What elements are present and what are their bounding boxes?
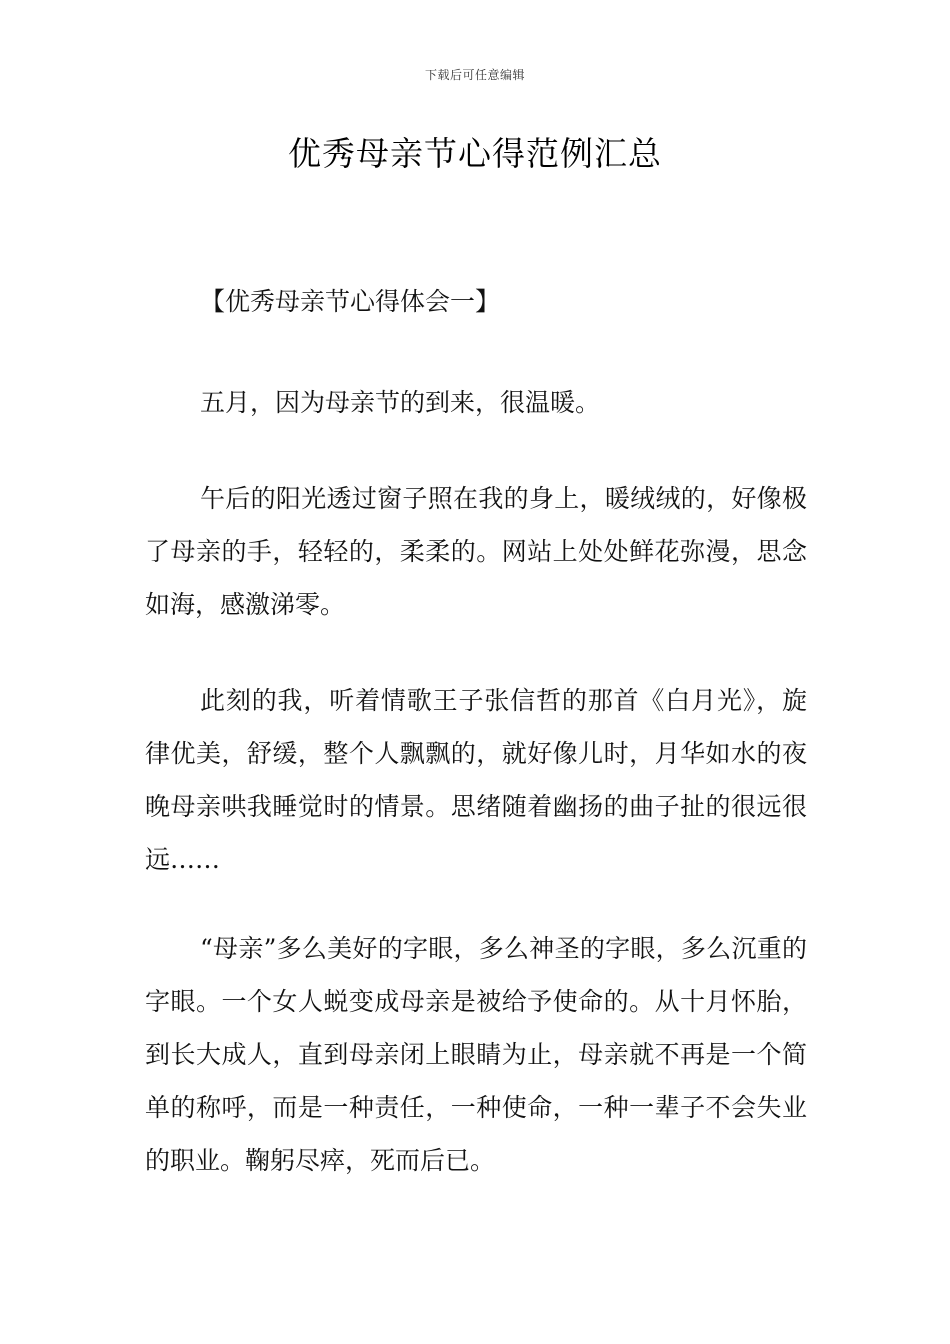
paragraph-4	[145, 922, 807, 1187]
paragraph-text: 五月，因为母亲节的到来，很温暖。	[200, 388, 601, 417]
paragraph-text: 午后的阳光透过窗子照在我的身上，暖绒绒的，好像极了母亲的手，轻轻的，柔柔的。网站上处处鲜花弥漫，思念如海，感激涕零。	[145, 484, 807, 619]
section-heading: 【优秀母亲节心得体会一】	[200, 287, 501, 316]
paragraph-3	[145, 674, 807, 886]
paragraph-text: “母亲”多么美好的字眼，多么神圣的字眼，多么沉重的字眼。一个女人蜕变成母亲是被给予使命的。从十月怀胎，到长大成人，直到母亲闭上眼睛为止，母亲就不再是一个简单的称呼，而是一种责任，一种使命，一种一辈子不会失业的职业。鞠躬尽瘁，死而后已。	[145, 934, 807, 1175]
header-note: 下载后可任意编辑	[424, 68, 525, 82]
paragraph-2	[145, 472, 807, 631]
paragraph-1	[145, 376, 807, 429]
document-title: 优秀母亲节心得范例汇总	[288, 134, 662, 173]
paragraph-text: 此刻的我，听着情歌王子张信哲的那首《白月光》，旋律优美，舒缓，整个人飘飘的，就好像儿时，月华如水的夜晚母亲哄我睡觉时的情景。思绪随着幽扬的曲子扯的很远很远……	[145, 686, 807, 874]
